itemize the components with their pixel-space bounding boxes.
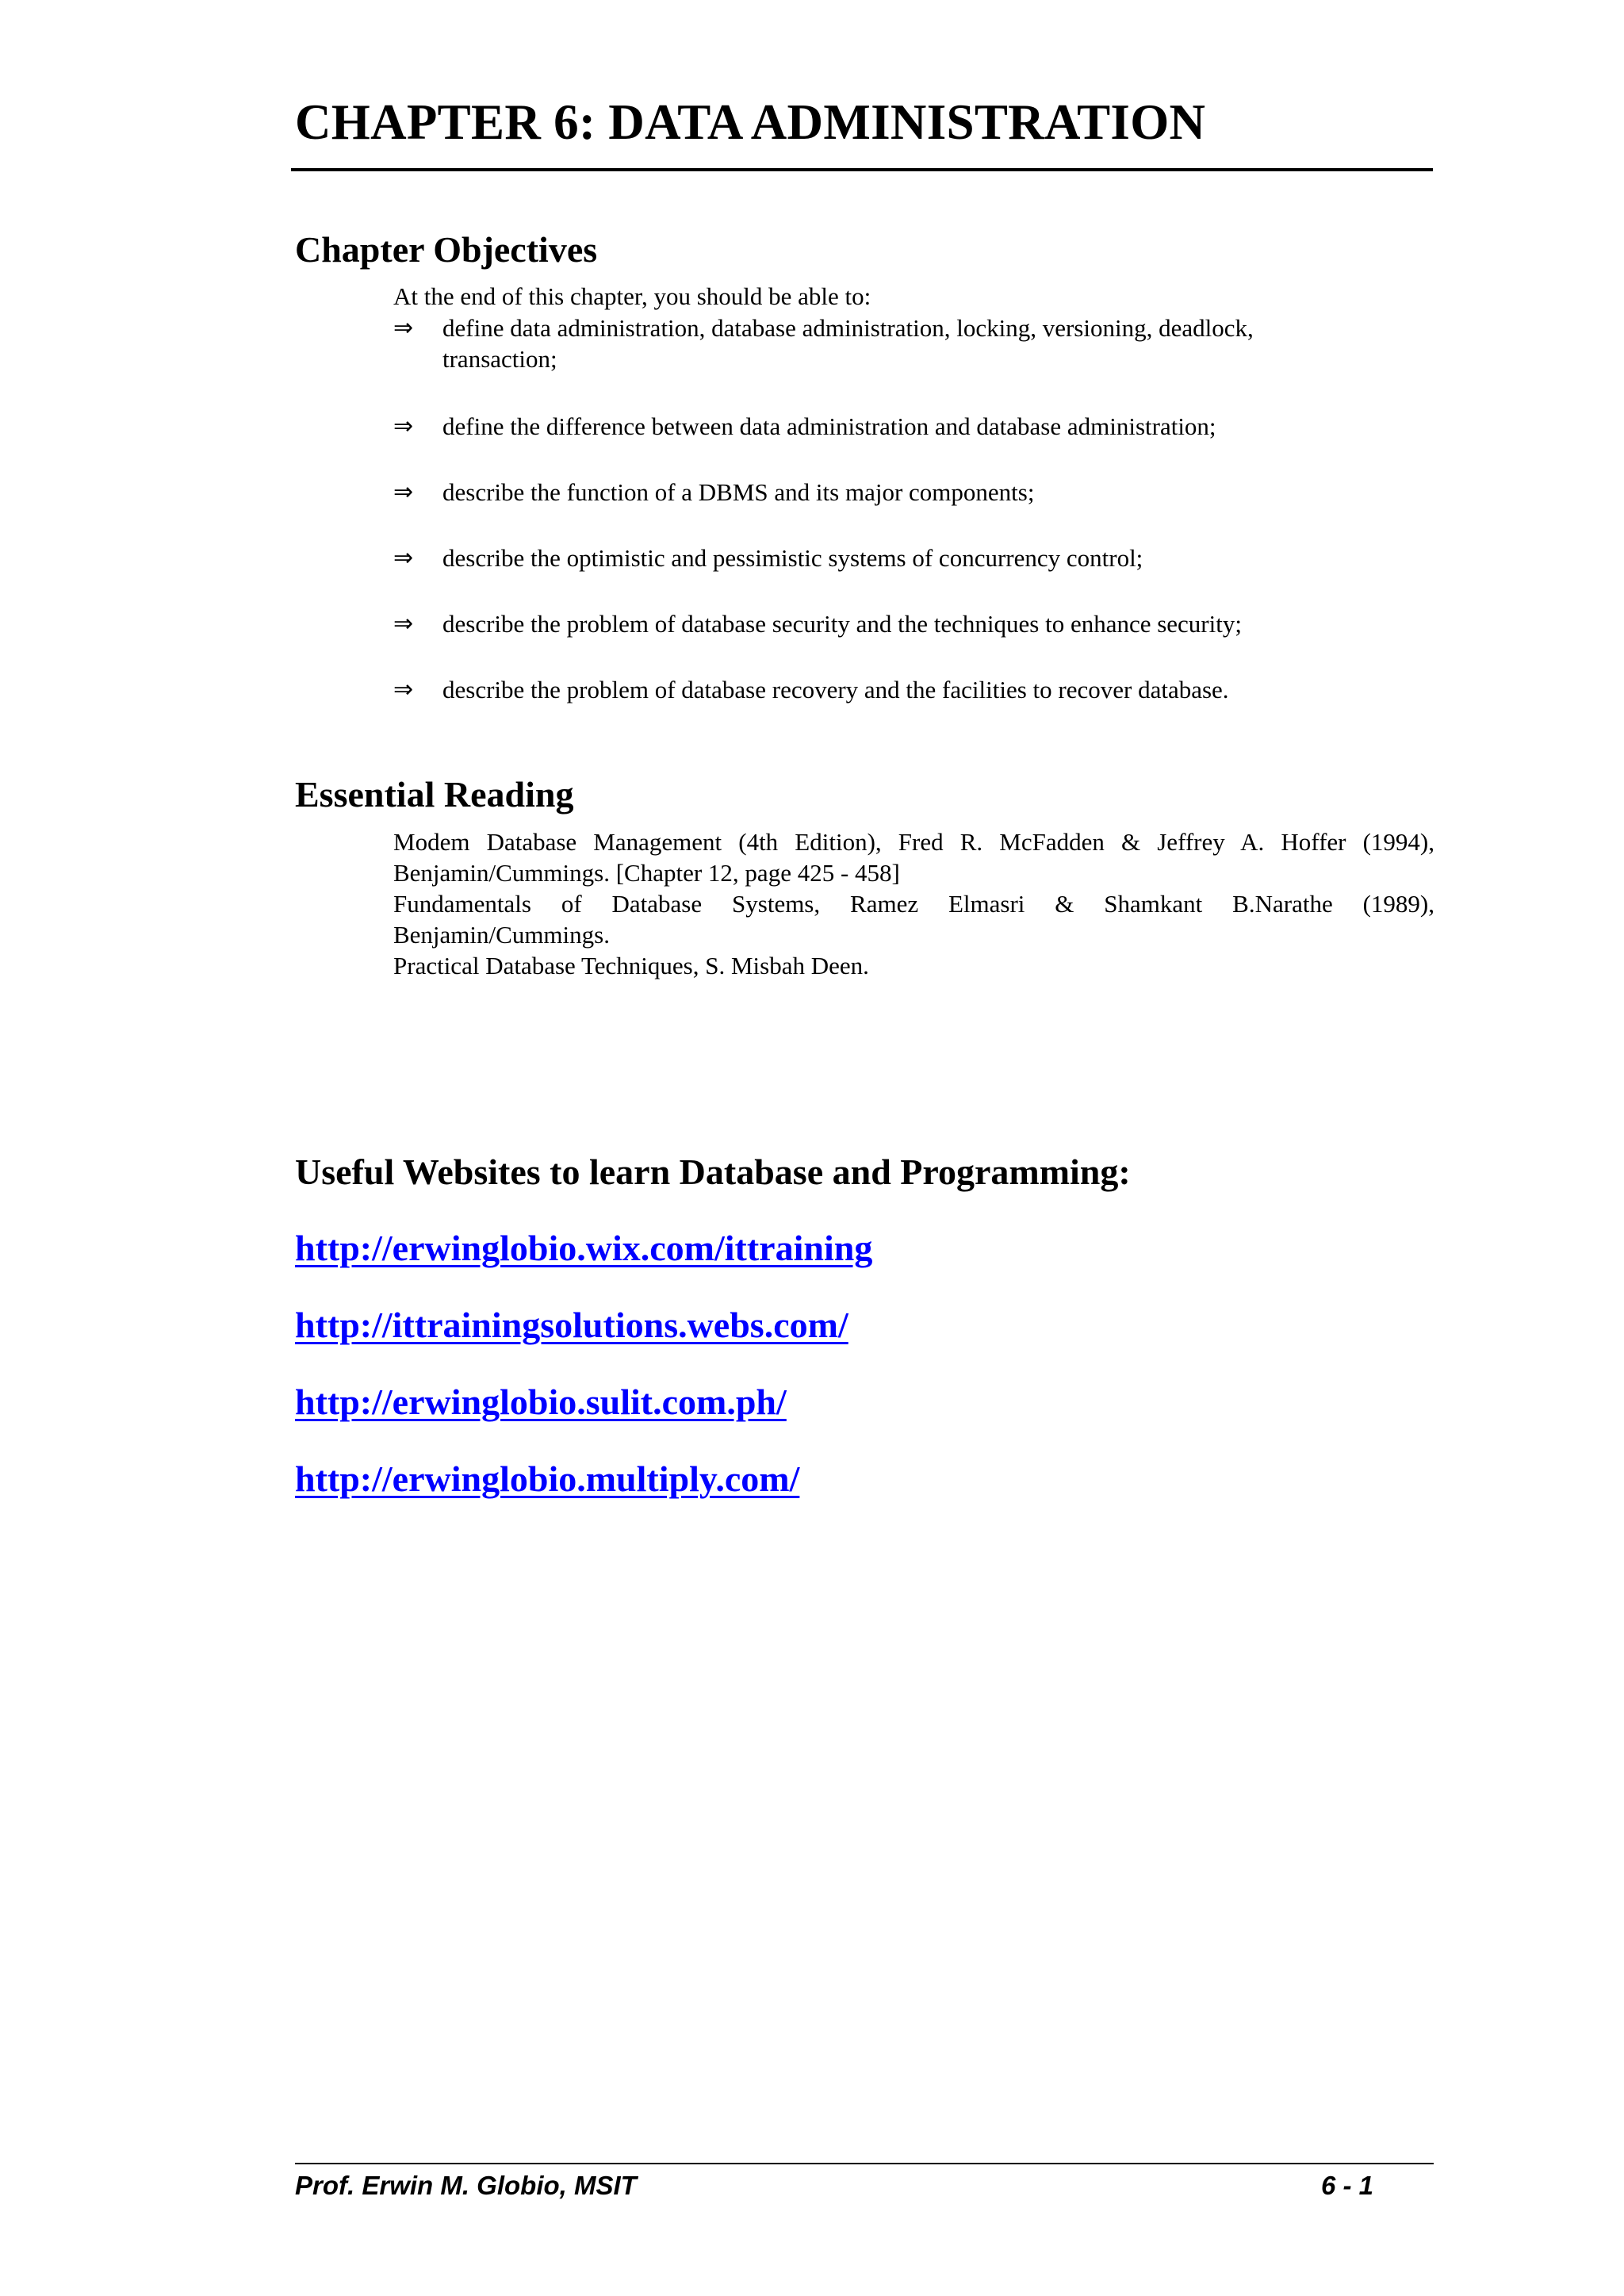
arrow-bullet-icon: ⇒ [393, 412, 414, 440]
objective-text: describe the problem of database recovery and the facilities to recover database. [442, 676, 1229, 703]
reading-line: Fundamentals of Database Systems, Ramez Elmasri & Shamkant B.Narathe (1989), [393, 890, 1434, 918]
website-link[interactable]: http://erwinglobio.sulit.com.ph/ [295, 1382, 787, 1422]
reading-line: Benjamin/Cummings. [393, 921, 610, 949]
objective-text: define the difference between data administration and database administration; [442, 412, 1216, 440]
arrow-bullet-icon: ⇒ [393, 610, 414, 638]
websites-heading: Useful Websites to learn Database and Programming: [295, 1152, 1131, 1192]
website-link[interactable]: http://ittrainingsolutions.webs.com/ [295, 1305, 848, 1345]
title-underline [291, 168, 1433, 171]
reading-list [393, 826, 1434, 981]
footer-author: Prof. Erwin M. Globio, MSIT [295, 2171, 637, 2200]
arrow-bullet-icon: ⇒ [393, 676, 414, 703]
website-link[interactable]: http://erwinglobio.multiply.com/ [295, 1458, 800, 1499]
footer-rule [295, 2163, 1434, 2164]
objective-item [393, 477, 1337, 508]
reading-line: Benjamin/Cummings. [Chapter 12, page 425 - 458] [393, 859, 900, 887]
objectives-intro: At the end of this chapter, you should be able to: [393, 282, 871, 310]
objective-text: describe the optimistic and pessimistic systems of concurrency control; [442, 544, 1143, 572]
objectives-heading: Chapter Objectives [295, 229, 598, 270]
website-link[interactable]: http://erwinglobio.wix.com/ittraining [295, 1228, 873, 1268]
objective-item [393, 411, 1337, 442]
objective-item [393, 674, 1337, 705]
reading-heading: Essential Reading [295, 774, 574, 815]
arrow-bullet-icon: ⇒ [393, 544, 414, 572]
reading-line: Practical Database Techniques, S. Misbah Deen. [393, 952, 869, 979]
arrow-bullet-icon: ⇒ [393, 314, 414, 342]
page-number: 6 - 1 [1321, 2171, 1374, 2200]
objective-item [393, 608, 1337, 639]
objective-text: describe the function of a DBMS and its major components; [442, 478, 1035, 506]
chapter-title: CHAPTER 6: DATA ADMINISTRATION [295, 94, 1206, 150]
reading-line: Modem Database Management (4th Edition), Fred R. McFadden & Jeffrey A. Hoffer (1994), [393, 828, 1434, 856]
objective-text: define data administration, database administration, locking, versioning, deadlock, transaction; [442, 314, 1254, 373]
arrow-bullet-icon: ⇒ [393, 478, 414, 506]
objective-item [393, 312, 1337, 374]
objective-item [393, 542, 1337, 573]
objective-text: describe the problem of database security and the techniques to enhance security; [442, 610, 1242, 638]
